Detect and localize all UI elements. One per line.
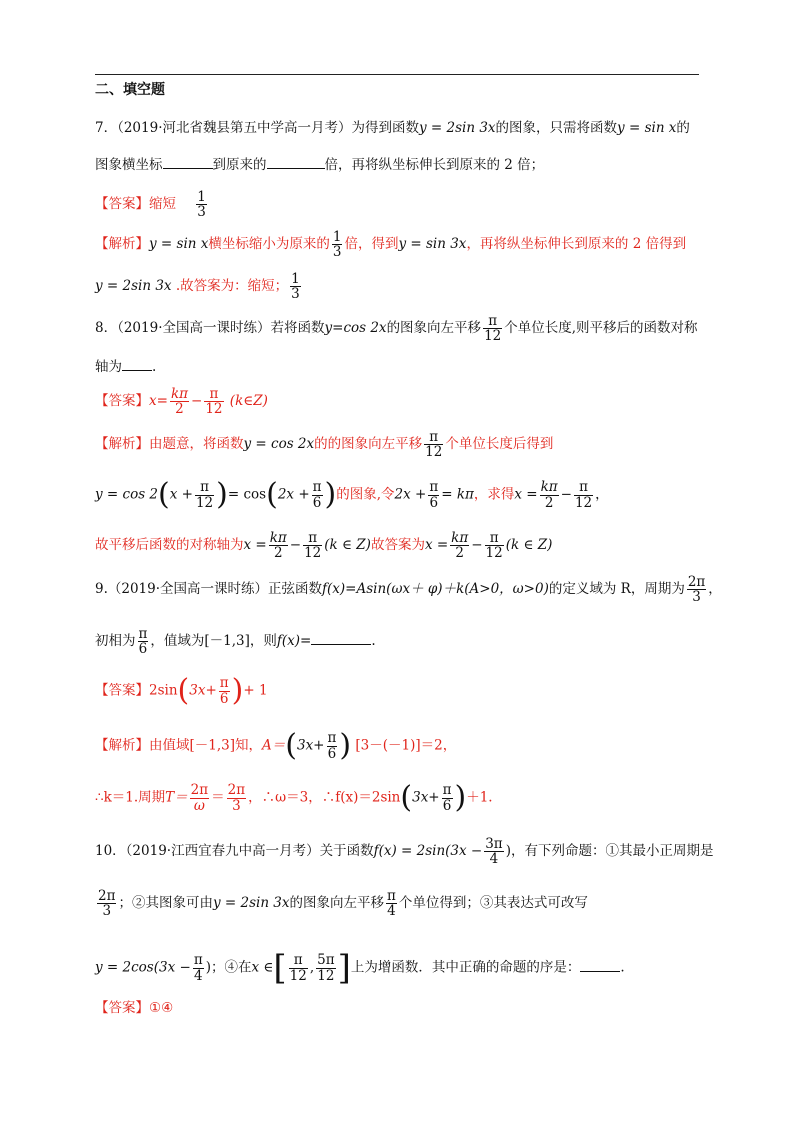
q9-an2-in: 3x+ bbox=[412, 789, 440, 806]
q9-analysis-line-1 bbox=[95, 728, 457, 763]
q10-period-fraction: $\frac{2\pi}{3}$ bbox=[98, 888, 116, 920]
q7-a1-fraction: $\frac{1}{3}$ bbox=[332, 229, 342, 261]
q9-prefix: 9.（2019·全国高一课时练）正弦函数 bbox=[95, 581, 323, 598]
q8-an2-frac4: $\frac{k\pi}{2}$ bbox=[540, 479, 558, 511]
q8-ans-k: (k∈Z) bbox=[229, 393, 268, 410]
q10-l3-fraction: $\frac{\pi}{4}$ bbox=[193, 952, 203, 984]
q9-an1-A: A＝ bbox=[262, 737, 286, 754]
q8-an3-k: (k ∈ Z) bbox=[324, 537, 371, 554]
q7-prefix: 7．（2019·河北省魏县第五中学高一月考）为得到函数 bbox=[95, 120, 419, 136]
q10-f-fraction: $\frac{3\pi}{4}$ bbox=[485, 836, 503, 868]
q9-l2-text1: 初相为 bbox=[95, 633, 136, 650]
q8-an1-formula: y = cos 2x bbox=[243, 436, 315, 453]
analysis-tag: 【解析】 bbox=[95, 737, 149, 754]
paren-close: ) bbox=[324, 477, 337, 512]
q9-ans-b: + 1 bbox=[243, 682, 268, 699]
q10-l3-end: . bbox=[620, 959, 625, 976]
q9-an2-T: T＝ bbox=[165, 789, 188, 806]
q9-ans-fraction: $\frac{\pi}{6}$ bbox=[219, 675, 229, 707]
question-8-line-1 bbox=[95, 314, 698, 343]
q9-analysis-line-2 bbox=[95, 780, 493, 815]
q8-an2-frac5: $\frac{\pi}{12}$ bbox=[574, 479, 593, 511]
q9-an1-text1: 由值域[－1,3]知， bbox=[149, 737, 263, 754]
q8-ans-frac2: $\frac{\pi}{12}$ bbox=[205, 386, 223, 418]
q8-an2-kpi: = kπ bbox=[441, 486, 474, 503]
q9-an2-frac3: $\frac{\pi}{6}$ bbox=[442, 782, 452, 814]
q9-text1: 的定义域为 R，周期为 bbox=[548, 581, 685, 598]
paren-open: ( bbox=[177, 673, 190, 708]
q10-l2-text3: 个单位得到；③其表达式可改写 bbox=[398, 895, 588, 912]
q8-an3-frac3: $\frac{k\pi}{2}$ bbox=[451, 530, 469, 562]
q9-period-fraction: $\frac{2\pi}{3}$ bbox=[687, 574, 706, 606]
q7-line2-b: 到原来的 bbox=[212, 157, 267, 173]
q9-l2-text2: ，值域为[－1,3]，则 bbox=[150, 633, 277, 650]
q8-an3-k2: (k ∈ Z) bbox=[505, 537, 553, 554]
question-7-line-2 bbox=[95, 155, 544, 175]
q7-end: 的 bbox=[676, 120, 690, 136]
q8-ans-x: x= bbox=[149, 393, 168, 410]
q8-an3-frac2: $\frac{\pi}{12}$ bbox=[304, 530, 322, 562]
q9-l2-end: . bbox=[371, 633, 376, 650]
q8-an2-frac3: $\frac{\pi}{6}$ bbox=[429, 479, 439, 511]
q8-an2-x2: x = bbox=[514, 486, 538, 503]
q8-an1-fraction: $\frac{\pi}{12}$ bbox=[425, 429, 443, 461]
q7-analysis-line-2 bbox=[95, 272, 303, 301]
q10-l2-text1: ；②其图象可由 bbox=[118, 895, 213, 912]
section-title: 二、填空题 bbox=[95, 82, 165, 98]
answer-tag: 【答案】 bbox=[95, 1000, 149, 1016]
q10-l3-frac1: $\frac{\pi}{12}$ bbox=[289, 952, 307, 984]
q8-an2-2x2: 2x + bbox=[394, 486, 427, 503]
q7-a2-fraction: $\frac{1}{3}$ bbox=[291, 271, 300, 303]
q8-an3-minus: − bbox=[289, 537, 302, 554]
q8-an2-eq: = cos bbox=[227, 486, 267, 503]
q8-an2-frac2: $\frac{\pi}{6}$ bbox=[312, 479, 322, 511]
q7-a1-formula: y = sin x bbox=[149, 236, 209, 253]
q8-an3-text1: 故平移后函数的对称轴为 bbox=[95, 537, 244, 554]
answer-tag: 【答案】 bbox=[95, 682, 149, 699]
q7-blank-2[interactable] bbox=[267, 155, 325, 169]
q10-l3-close: ) bbox=[205, 959, 211, 976]
paren-close: ) bbox=[216, 477, 228, 512]
q8-ans-minus: − bbox=[191, 393, 203, 410]
q9-an2-eq: ＝ bbox=[211, 789, 225, 806]
section-top-rule bbox=[95, 74, 699, 75]
q8-blank[interactable] bbox=[122, 357, 152, 371]
q10-l3-frac2: $\frac{5\pi}{12}$ bbox=[317, 952, 335, 984]
q7-a1-text3: ，再将纵坐标伸长到原来的 2 倍得到 bbox=[466, 236, 687, 253]
paren-close: ) bbox=[231, 673, 244, 708]
question-10-line-2 bbox=[95, 889, 588, 918]
question-9-line-1 bbox=[95, 575, 722, 604]
q8-text2: 个单位长度,则平移后的函数对称 bbox=[504, 320, 698, 337]
q10-l3-text1: ；④在 bbox=[210, 959, 252, 976]
analysis-tag: 【解析】 bbox=[95, 236, 149, 253]
q8-an3-frac4: $\frac{\pi}{12}$ bbox=[485, 530, 503, 562]
q10-l3-formula: y = 2cos(3x − bbox=[95, 959, 191, 976]
q8-an2-x: x + bbox=[169, 486, 193, 503]
q7-a1-text2: 倍，得到 bbox=[344, 236, 399, 253]
q8-analysis-line-2 bbox=[95, 477, 609, 512]
q10-answer-text: ①④ bbox=[149, 1000, 174, 1016]
bracket-open: [ bbox=[273, 948, 287, 988]
paren-open: ( bbox=[266, 477, 278, 512]
q7-answer-fraction: $\frac{1}{3}$ bbox=[197, 189, 206, 221]
paren-close: ) bbox=[339, 728, 352, 763]
q8-an2-frac1: $\frac{\pi}{12}$ bbox=[195, 479, 214, 511]
q7-answer-text: 缩短 bbox=[149, 196, 176, 213]
paren-open: ( bbox=[400, 780, 413, 815]
q8-an2-text1: 的图象,令 bbox=[336, 486, 395, 503]
answer-tag: 【答案】 bbox=[95, 393, 149, 410]
q9-an1-fraction: $\frac{\pi}{6}$ bbox=[327, 730, 337, 762]
q9-l2-f: f(x)= bbox=[276, 633, 312, 650]
q8-an2-minus: − bbox=[560, 486, 572, 503]
q7-formula-target: y = 2sin 3x bbox=[419, 120, 496, 136]
q8-prefix: 8．（2019·全国高一课时练）若将函数 bbox=[95, 320, 325, 337]
bracket-close: ] bbox=[337, 948, 351, 988]
q9-an2-end: ＋1. bbox=[466, 789, 493, 806]
q8-an3-frac1: $\frac{k\pi}{2}$ bbox=[269, 530, 287, 562]
q9-an1-text2: [3－(－1)]＝2， bbox=[351, 737, 457, 754]
q9-an2-text2: ，∴ω＝3，∴f(x)＝2sin bbox=[248, 789, 401, 806]
q9-an2-text1: ∴k＝1.周期 bbox=[95, 789, 166, 806]
analysis-tag: 【解析】 bbox=[95, 436, 149, 453]
q10-l3-comma: , bbox=[309, 959, 315, 976]
q8-an1-text2: 的的图象向左平移 bbox=[314, 436, 423, 453]
q8-an1-text1: 由题意，将函数 bbox=[149, 436, 244, 453]
q7-blank-1[interactable] bbox=[163, 155, 213, 169]
q10-blank[interactable] bbox=[580, 958, 620, 972]
q10-answer bbox=[95, 998, 173, 1018]
q7-analysis-line-1 bbox=[95, 230, 686, 259]
q9-ans-in: 3x+ bbox=[189, 682, 217, 699]
q7-line2-a: 图象横坐标 bbox=[95, 157, 163, 173]
q8-formula: y=cos 2x bbox=[324, 320, 387, 337]
question-7-line-1 bbox=[95, 118, 690, 138]
q7-a2-text: .故答案为：缩短； bbox=[171, 278, 289, 295]
q7-a1-text1: 横坐标缩小为原来的 bbox=[208, 236, 330, 253]
q8-an1-text3: 个单位长度后得到 bbox=[445, 436, 554, 453]
q10-text1: ，有下列命题：①其最小正周期是 bbox=[510, 843, 714, 860]
q8-analysis-line-1 bbox=[95, 430, 553, 459]
q10-l2-fraction: $\frac{\pi}{4}$ bbox=[387, 888, 396, 920]
q10-l2-text2: 的图象向左平移 bbox=[289, 895, 385, 912]
q8-shift-fraction: $\frac{\pi}{12}$ bbox=[484, 313, 502, 345]
q9-text2: ， bbox=[708, 581, 722, 598]
q10-l2-formula: y = 2sin 3x bbox=[212, 895, 290, 912]
question-8-line-2 bbox=[95, 357, 156, 377]
q8-line2-end: . bbox=[152, 359, 157, 375]
question-10-line-3 bbox=[95, 948, 625, 988]
q10-prefix: 10．（2019·江西宜春九中高一月考）关于函数 bbox=[95, 843, 374, 860]
answer-tag: 【答案】 bbox=[95, 196, 149, 213]
q9-answer bbox=[95, 673, 268, 708]
q9-formula: f(x)=Asin(ωx＋ φ)＋k(A>0，ω>0) bbox=[322, 581, 549, 598]
q10-formula: f(x) = 2sin(3x − bbox=[373, 843, 483, 860]
q8-answer bbox=[95, 387, 268, 416]
q10-l3-text2: 上为增函数．其中正确的命题的序是： bbox=[350, 959, 581, 976]
question-9-line-2 bbox=[95, 627, 376, 656]
question-10-line-1 bbox=[95, 837, 713, 866]
q9-ans-a: 2sin bbox=[149, 682, 178, 699]
q7-line2-c: 倍，再将纵坐标伸长到原来的 2 倍； bbox=[324, 157, 545, 173]
q7-answer bbox=[95, 190, 209, 219]
q7-mid: 的图象，只需将函数 bbox=[495, 120, 618, 136]
paren-close: ) bbox=[454, 780, 467, 815]
q8-an3-text2: 故答案为 bbox=[370, 537, 425, 554]
q7-formula-source: y = sin x bbox=[617, 120, 677, 136]
q7-a2-formula: y = 2sin 3x bbox=[95, 278, 172, 295]
q8-text1: 的图象向左平移 bbox=[386, 320, 482, 337]
q8-line2: 轴为 bbox=[95, 359, 122, 375]
q9-an2-frac1: $\frac{2\pi}{\omega}$ bbox=[190, 782, 209, 814]
q8-an2-lhs: y = cos 2 bbox=[95, 486, 159, 503]
q8-an3-x2: x = bbox=[424, 537, 449, 554]
q9-an2-frac2: $\frac{2\pi}{3}$ bbox=[227, 782, 246, 814]
q9-blank[interactable] bbox=[311, 631, 371, 645]
q7-a1-formula2: y = sin 3x bbox=[398, 236, 467, 253]
q8-an2-2x: 2x + bbox=[277, 486, 310, 503]
q10-f-close: ) bbox=[505, 843, 511, 860]
paren-open: ( bbox=[158, 477, 170, 512]
q9-phase-fraction: $\frac{\pi}{6}$ bbox=[138, 626, 148, 658]
q9-an1-in: 3x+ bbox=[296, 737, 325, 754]
q8-ans-frac1: $\frac{k\pi}{2}$ bbox=[170, 386, 188, 418]
q8-an2-text2: ，求得 bbox=[473, 486, 515, 503]
q8-an2-comma: ， bbox=[595, 486, 609, 503]
paren-open: ( bbox=[285, 728, 297, 763]
q8-an3-minus2: − bbox=[471, 537, 483, 554]
q8-an3-x: x = bbox=[243, 537, 267, 554]
q10-l3-x: x ∈ bbox=[251, 959, 274, 976]
q8-analysis-line-3 bbox=[95, 531, 552, 560]
